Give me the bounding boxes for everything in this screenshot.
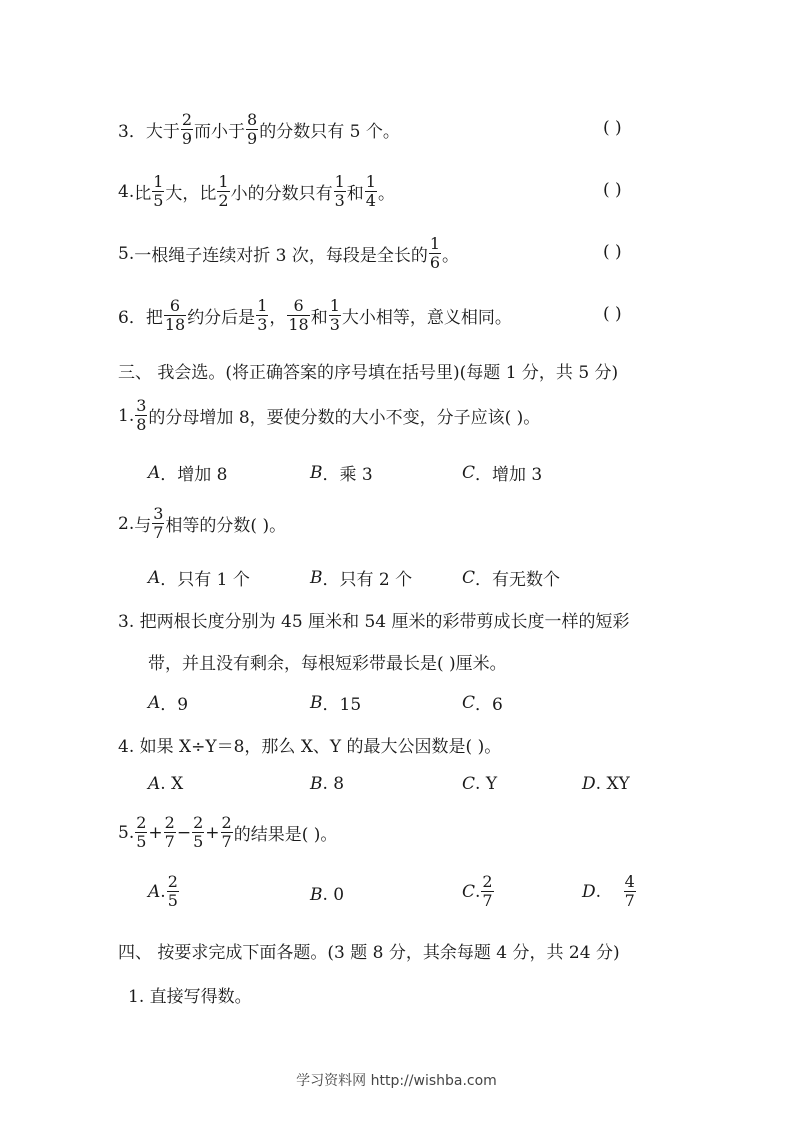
item-text: 大小相等，意义相同。 [341, 308, 512, 328]
fraction: $\frac{1}{3}$ [329, 296, 340, 334]
fraction: $\frac{2}{9}$ [181, 110, 193, 148]
item-text: 大，比 [165, 184, 217, 204]
question-text: 相等的分数( )。 [165, 516, 287, 536]
fraction: $\frac{2}{5}$ [167, 872, 178, 910]
fraction: $\frac{8}{9}$ [247, 110, 258, 148]
judge-item-6 [118, 298, 512, 333]
fraction: $\frac{1}{2}$ [218, 172, 229, 210]
choice-q3-line1: 3. 把两根长度分别为 45 厘米和 54 厘米的彩带剪成长度一样的短彩 [118, 612, 630, 632]
fraction: $\frac{6}{18}$ [164, 296, 186, 334]
option-c[interactable]: C . Y [462, 774, 498, 794]
fraction: $\frac{2}{7}$ [164, 813, 175, 851]
judge-item-3 [118, 112, 400, 147]
option-a[interactable]: A ．9 [148, 692, 189, 715]
option-b[interactable]: B ．乘 3 [310, 462, 373, 485]
fraction: $\frac{2}{7}$ [221, 813, 232, 851]
item-text: 。 [442, 246, 460, 266]
item-number: 4. [118, 181, 135, 202]
item-text: 。 [377, 184, 395, 204]
choice-q4: 4. 如果 X÷Y＝8，那么 X、Y 的最大公因数是( )。 [118, 737, 502, 757]
fraction: $\frac{1}{5}$ [153, 172, 164, 210]
item-text: 的分数只有 5 个。 [259, 122, 400, 142]
item-text: 和 [310, 308, 328, 328]
item-number: 2. [118, 513, 135, 534]
option-d[interactable]: D . $\frac{4}{7}$ [582, 872, 635, 910]
item-text: 而小于 [194, 122, 246, 142]
option-a[interactable]: A . X [148, 774, 184, 794]
answer-paren[interactable]: ( ) [603, 180, 622, 200]
fraction: $\frac{1}{3}$ [334, 172, 345, 210]
fraction: $\frac{1}{6}$ [429, 234, 441, 272]
answer-paren[interactable]: ( ) [603, 118, 622, 138]
fraction: $\frac{4}{7}$ [624, 872, 635, 910]
option-c[interactable]: C ．有无数个 [462, 567, 561, 590]
section-4-q1: 1. 直接写得数。 [128, 987, 252, 1007]
fraction: $\frac{3}{7}$ [153, 504, 164, 542]
answer-paren[interactable]: ( ) [603, 242, 622, 262]
operator: − [176, 822, 192, 843]
answer-paren[interactable]: ( ) [603, 304, 622, 324]
option-b[interactable]: B . 8 [310, 774, 345, 794]
choice-q2 [118, 506, 286, 541]
option-c[interactable]: C ．6 [462, 692, 503, 715]
footer-watermark: 学习资料网 http://wishba.com [296, 1073, 497, 1089]
item-text: 小的分数只有 [230, 184, 333, 204]
fraction: $\frac{6}{18}$ [288, 296, 309, 334]
item-text: ， [269, 308, 287, 328]
operator: + [148, 822, 163, 843]
option-a[interactable]: A ．增加 8 [148, 462, 228, 485]
operator: + [205, 822, 220, 843]
fraction: $\frac{1}{3}$ [257, 296, 268, 334]
section-3-title: 三、 我会选。(将正确答案的序号填在括号里)(每题 1 分，共 5 分) [118, 363, 619, 383]
item-number: 5. [118, 822, 135, 843]
fraction: $\frac{2}{5}$ [136, 813, 147, 851]
fraction: $\frac{3}{8}$ [136, 396, 147, 434]
choice-q3-line2: 带，并且没有剩余，每根短彩带最长是( )厘米。 [148, 654, 507, 674]
option-b[interactable]: B . 0 [310, 885, 345, 905]
item-number: 5. [118, 243, 135, 264]
choice-q5 [118, 815, 337, 850]
section-4-title: 四、 按要求完成下面各题。(3 题 8 分，其余每题 4 分，共 24 分) [118, 943, 620, 963]
option-a[interactable]: A ．只有 1 个 [148, 567, 250, 590]
fraction: $\frac{1}{4}$ [365, 172, 376, 210]
option-c[interactable]: C . $\frac{2}{7}$ [462, 872, 493, 910]
judge-item-4 [118, 174, 395, 209]
item-text: 一根绳子连续对折 3 次，每段是全长的 [134, 246, 428, 266]
option-a[interactable]: A . $\frac{2}{5}$ [148, 872, 178, 910]
fraction: $\frac{2}{5}$ [193, 813, 204, 851]
choice-q1 [118, 398, 540, 433]
question-text: 的分母增加 8，要使分数的大小不变，分子应该( )。 [148, 408, 541, 428]
item-number: 1. [118, 405, 135, 426]
item-text: 大于 [145, 122, 180, 142]
question-text: 与 [134, 516, 152, 536]
fraction: $\frac{2}{7}$ [482, 872, 493, 910]
item-number: 3． [118, 122, 146, 142]
option-b[interactable]: B ．15 [310, 692, 362, 715]
item-text: 和 [346, 184, 364, 204]
item-number: 6． [118, 308, 146, 328]
item-text: 比 [134, 184, 152, 204]
item-text: 约分后是 [187, 308, 256, 328]
option-b[interactable]: B ．只有 2 个 [310, 567, 413, 590]
option-c[interactable]: C ．增加 3 [462, 462, 543, 485]
question-text: 的结果是( )。 [233, 825, 338, 845]
item-text: 把 [145, 308, 163, 328]
judge-item-5 [118, 236, 459, 271]
option-d[interactable]: D . XY [582, 774, 630, 794]
